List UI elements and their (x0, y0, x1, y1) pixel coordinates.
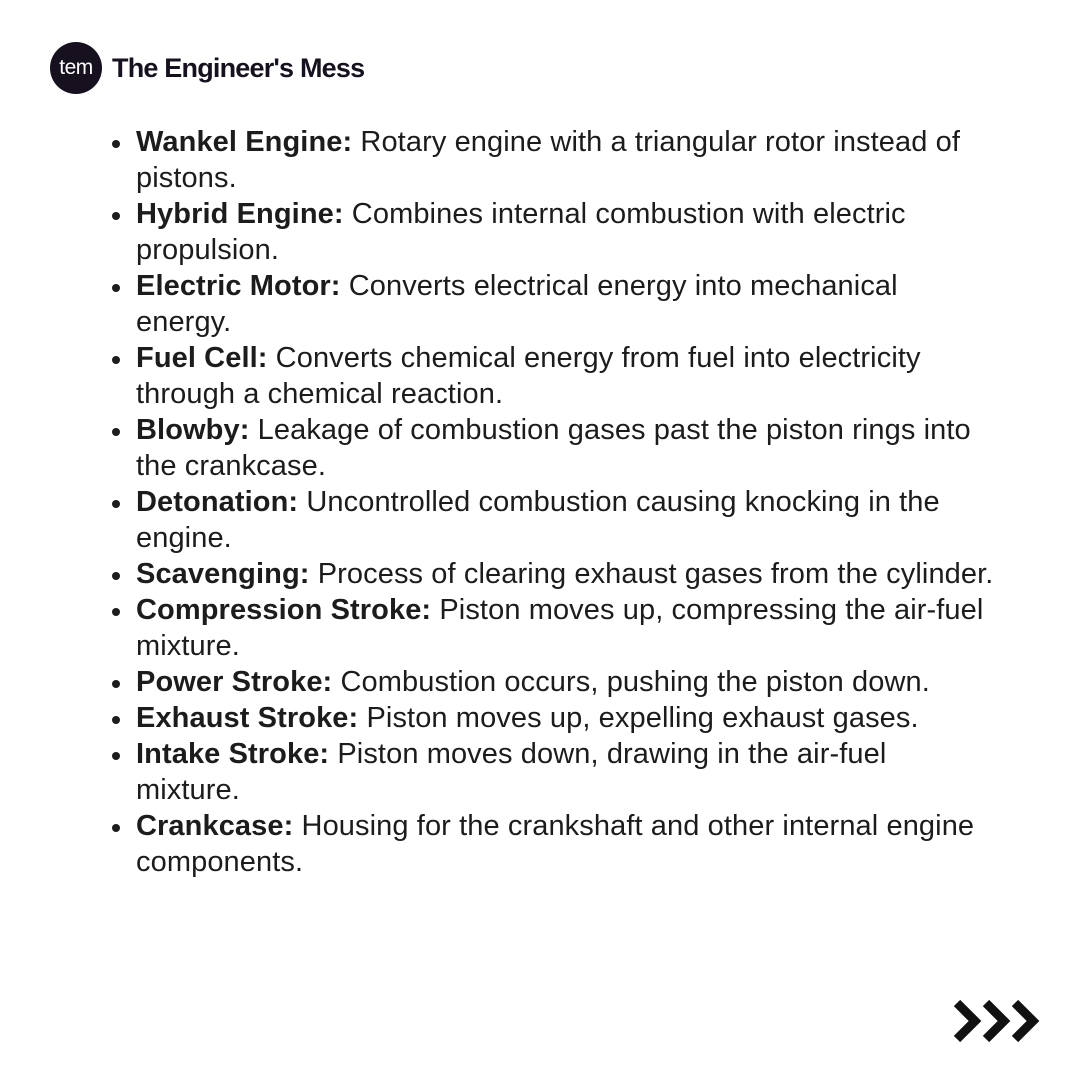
glossary-item (136, 484, 996, 556)
term-name: Hybrid Engine: (136, 198, 344, 230)
glossary-item (136, 124, 996, 196)
glossary-item (136, 340, 996, 412)
term-name: Compression Stroke: (136, 594, 432, 626)
term-definition: Piston moves up, expelling exhaust gases. (358, 702, 919, 734)
brand-logo (50, 42, 102, 94)
term-definition: Leakage of combustion gases past the piston rings into the crankcase. (136, 414, 971, 482)
glossary-item (136, 808, 996, 880)
term-name: Detonation: (136, 486, 299, 518)
glossary-list (136, 124, 996, 880)
glossary-item (136, 700, 996, 736)
glossary-item (136, 736, 996, 808)
brand-logo-text: tem (59, 56, 93, 79)
term-definition: Rotary engine with a triangular rotor instead of pistons. (136, 126, 961, 194)
glossary-item (136, 268, 996, 340)
term-name: Exhaust Stroke: (136, 702, 359, 734)
term-definition: Combines internal combustion with electric propulsion. (136, 198, 906, 266)
term-name: Scavenging: (136, 558, 310, 590)
term-definition: Process of clearing exhaust gases from the cylinder. (309, 558, 994, 590)
term-name: Crankcase: (136, 810, 294, 842)
glossary-item (136, 592, 996, 664)
term-definition: Piston moves down, drawing in the air-fuel mixture. (136, 738, 887, 806)
term-name: Electric Motor: (136, 270, 341, 302)
term-name: Fuel Cell: (136, 342, 268, 374)
glossary-item (136, 412, 996, 484)
term-definition: Combustion occurs, pushing the piston down. (332, 666, 930, 698)
glossary-item (136, 556, 996, 592)
term-name: Intake Stroke: (136, 738, 330, 770)
triple-chevron-right-icon[interactable] (952, 996, 1044, 1046)
term-definition: Housing for the crankshaft and other internal engine components. (136, 810, 975, 878)
glossary-item (136, 664, 996, 700)
term-name: Wankel Engine: (136, 126, 353, 158)
term-name: Power Stroke: (136, 666, 333, 698)
term-name: Blowby: (136, 414, 250, 446)
term-definition: Converts electrical energy into mechanical energy. (136, 270, 898, 338)
term-definition: Converts chemical energy from fuel into electricity through a chemical reaction. (136, 342, 921, 410)
brand-name: The Engineer's Mess (112, 52, 365, 83)
term-definition: Uncontrolled combustion causing knocking in the engine. (136, 486, 940, 554)
brand-header (50, 42, 364, 94)
glossary-item (136, 196, 996, 268)
term-definition: Piston moves up, compressing the air-fuel mixture. (136, 594, 984, 662)
